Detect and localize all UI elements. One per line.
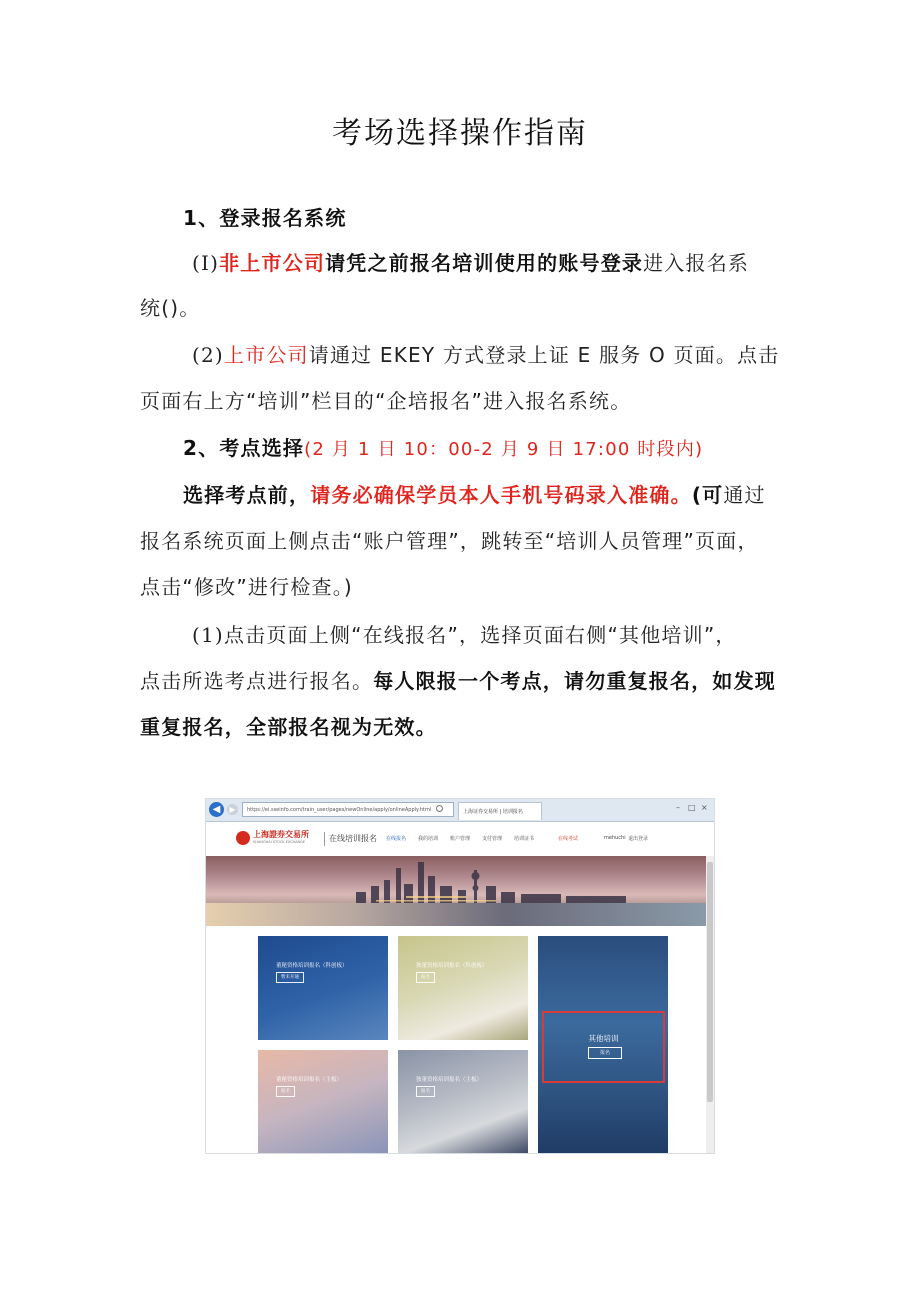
p1-prefix: (I)	[192, 251, 220, 275]
card-button-apply[interactable]: 报名	[416, 1086, 435, 1097]
section1-p2-line1	[192, 342, 842, 368]
browser-tab[interactable]: 上海证券交易所 | 培训报名	[458, 802, 542, 820]
note-bold: 选择考点前，	[183, 483, 311, 507]
card-title: 独董资格培训报名（主板）	[416, 1077, 483, 1083]
note-rest-bold: (可	[691, 483, 724, 507]
section1-p1-line1	[192, 250, 842, 276]
nav-account[interactable]: 账户管理	[450, 836, 471, 842]
section2-note-line1	[183, 482, 833, 508]
step1-line2-plain: 点击所选考点进行报名。	[140, 669, 374, 693]
search-icon[interactable]	[436, 805, 443, 812]
section2-step1-line1	[192, 622, 842, 648]
logo-text: 上海證券交易所	[253, 829, 309, 839]
section1-heading: 1、登录报名系统	[183, 206, 347, 230]
card-dongmi-main[interactable]	[258, 1050, 388, 1153]
site-name: 在线培训报名	[329, 834, 377, 843]
card-button-not-open[interactable]: 暂未开通	[276, 972, 304, 983]
highlight-box	[542, 1011, 665, 1083]
scrollbar-thumb[interactable]	[707, 862, 713, 1102]
back-arrow-icon[interactable]: ◀	[209, 802, 224, 817]
section1-p2-line2: 页面右上方“培训”栏目的“企培报名”进入报名系统。	[140, 389, 632, 413]
card-button-apply[interactable]: 报名	[276, 1086, 295, 1097]
section2-time-range: (2 月 1 日 10：00-2 月 9 日 17:00 时段内)	[304, 439, 704, 460]
forward-arrow-icon[interactable]: ▶	[227, 804, 238, 815]
section1-p1-line2: 统()。	[140, 296, 201, 320]
minimize-icon[interactable]: –	[676, 803, 680, 812]
nav-certificate[interactable]: 培训证书	[514, 836, 535, 842]
card-dudong-main[interactable]	[398, 1050, 528, 1153]
nav-online-exam[interactable]: 在线考试	[558, 836, 579, 842]
page-title: 考场选择操作指南	[332, 116, 588, 151]
section2-note-line3: 点击“修改”进行检查。)	[140, 575, 353, 599]
browser-address-bar	[206, 799, 714, 822]
p2-rest-text: 请通过 EKEY 方式登录上证 E 服务 O 页面。点击	[308, 343, 780, 367]
header-divider	[324, 832, 325, 846]
note-red: 请务必确保学员本人手机号码录入准确。	[310, 483, 692, 507]
embedded-screenshot	[205, 798, 715, 1154]
step1-prefix: (1)	[192, 623, 224, 647]
close-icon[interactable]: ×	[701, 803, 708, 812]
nav-payment[interactable]: 支付管理	[482, 836, 503, 842]
scrollbar[interactable]	[706, 856, 714, 1153]
nav-my-training[interactable]: 我的培训	[418, 836, 439, 842]
p2-prefix: (2)	[192, 343, 224, 367]
p2-red-text: 上市公司	[223, 343, 309, 367]
logo-subtext: SHANGHAI STOCK EXCHANGE	[253, 840, 306, 844]
step1-line2-bold: 每人限报一个考点，请勿重复报名，如发现	[373, 669, 777, 693]
card-title: 独董资格培训报名（科创板）	[416, 963, 488, 969]
url-input[interactable]: https://ei.sseinfo.com/train_user/pages/newOnline/apply/onlineApply.html	[242, 802, 454, 817]
p1-red-text: 非上市公司	[219, 251, 326, 275]
card-dongmi-kcb[interactable]	[258, 936, 388, 1040]
card-title: 董秘资格培训报名（主板）	[276, 1077, 343, 1083]
p1-bold-text: 请凭之前报名培训使用的账号登录	[325, 251, 644, 275]
section2-step1-line2	[140, 668, 790, 694]
card-dudong-kcb[interactable]	[398, 936, 528, 1040]
sse-logo-icon	[236, 831, 250, 845]
content-area	[206, 926, 706, 1153]
other-training-title: 其他培训	[588, 1034, 619, 1043]
section2-step1-line3: 重复报名，全部报名视为无效。	[140, 715, 437, 739]
card-button-apply[interactable]: 报名	[416, 972, 435, 983]
note-rest: 通过	[723, 483, 766, 507]
section2-heading: 2、考点选择	[183, 436, 305, 460]
nav-online-apply[interactable]: 在线报名	[386, 836, 407, 842]
site-header	[206, 822, 714, 856]
maximize-icon[interactable]: □	[688, 803, 696, 812]
card-title: 董秘资格培训报名（科创板）	[276, 963, 348, 969]
user-name: mehuchi	[604, 835, 626, 841]
other-training-button[interactable]: 报名	[588, 1047, 622, 1059]
skyline-banner	[206, 856, 706, 926]
step1-text: 点击页面上侧“在线报名”，选择页面右侧“其他培训”，	[223, 623, 737, 647]
river	[206, 903, 706, 926]
p1-rest-text: 进入报名系	[643, 251, 750, 275]
section2-note-line2: 报名系统页面上侧点击“账户管理”，跳转至“培训人员管理”页面，	[140, 529, 759, 553]
card-other-training[interactable]	[538, 936, 668, 1153]
section2-heading-line	[183, 435, 833, 463]
logout-link[interactable]: 退出登录	[628, 836, 649, 842]
